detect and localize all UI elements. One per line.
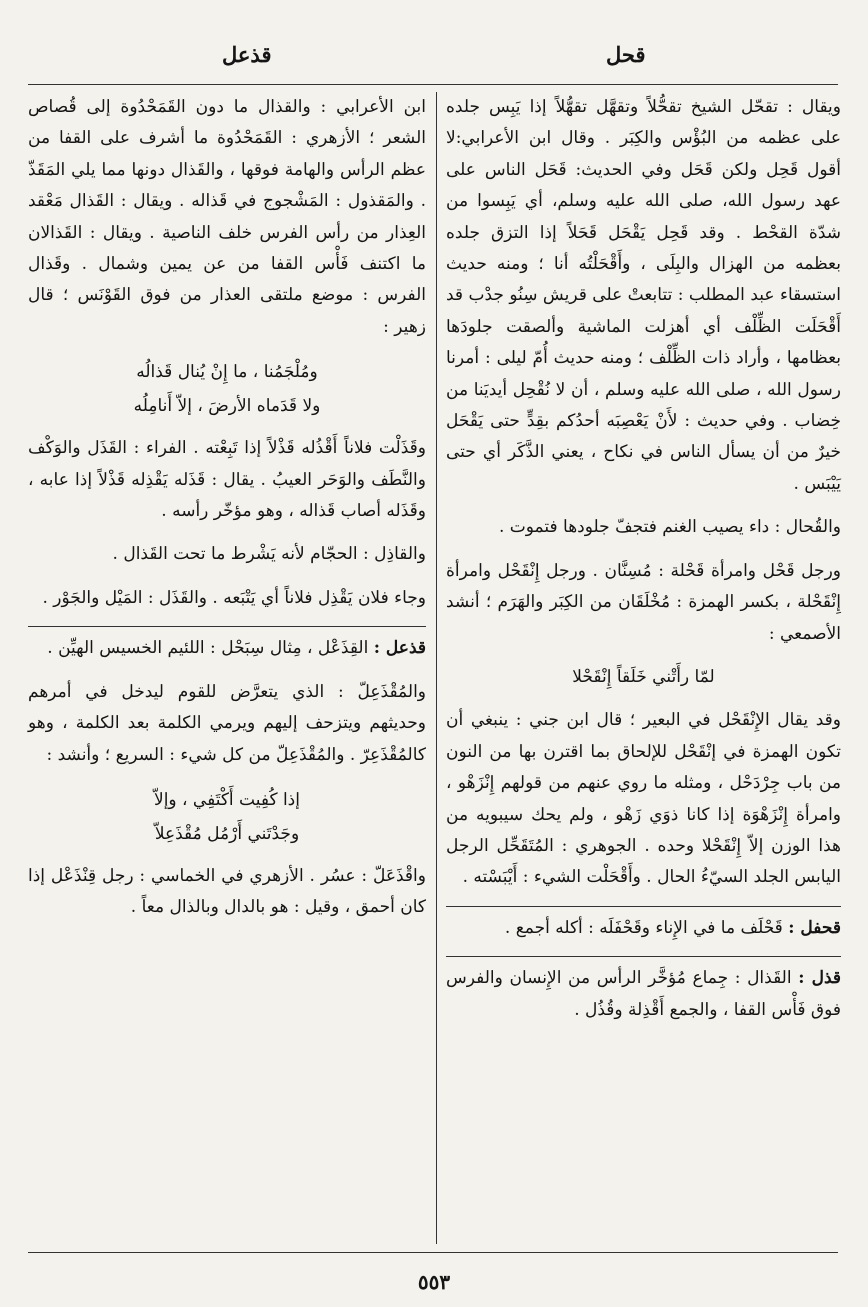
left-verse-2-line-2: وجَدْتَني أَرْمُل مُقْذَعِلاّ (154, 823, 300, 844)
right-paragraph-1: ويقال : تقحّل الشيخ تقحُّلاً وتقهَّل تقهُّلاً إذا يَبِس جلده على عظمه من البُؤْس والكِبَر . وقال ابن الأعرابي:لا أقول قَحِل ولكن قَحَل وفي الحديث: قَحَل الناس على عهد رسول الله، صلى الله عليه وسلم، أي يَبِسوا من شدّة القحْط . وقد قَحِل يَقْحَل قَحَلاً إذا التزق جلده بعظمه من الهزال والبِلَى ، وأَقْحَلْتُه أنا ؛ ومنه حديث استسقاء عبد المطلب : تتابعتْ على قريش سِنُو جدْب قد أَقْحَلَت الظِّلْف أي أهزلت الماشية وألصقت جلودَها بعظامها ، وأراد ذات الظِّلْف ؛ ومنه حديث أُمّ ليلى : أمرنا رسول الله ، صلى الله عليه وسلم ، أن لا نُقْحِل أيديَنا من خِضاب . وفي حديث : لأَنْ يَعْصِبَه أحدُكم بقِدٍّ حتى يَقْحَل خيرٌ من أن يسأل الناس في نكاح ، يعني الذَّكَر أي حتى يَيْبَس . (446, 97, 841, 494)
page-number: ٥٥٣ (417, 1270, 451, 1294)
left-verse-1-line-1: ومُلْجَمُنا ، ما إِنْ يُنال قَذالُه (136, 362, 318, 383)
left-paragraph-3: والقاذِل : الحجّام لأنه يَشْرط ما تحت القَذال . (112, 544, 426, 565)
right-paragraph-4: وقد يقال الإِنْقَحْل في البعير ؛ قال ابن جني : ينبغي أن تكون الهمزة في إنْقَحْل للإلحاق بما اقترن بها من النون من باب جِرْدَحْل ، ومثله ما روي عنهم من قولهم إِنْزَهْو ، وامرأة إِنْزَهْوَة إذا كانا ذوَي زَهْو ، ولم يحك سيبويه من هذا الوزن إلاّ إِنْقَحْلا وحده . الجوهري : المُتَقَحِّل الرجل اليابس الجلد السيّءُ الحال . وأَقْحَلْت الشيء : أَيْبَسْته . (446, 710, 841, 888)
entry-qadhal-headword: قذل : (798, 968, 842, 989)
left-verse-1 (28, 355, 426, 423)
left-paragraph-6: واقْذَعَلّ : عسُر . الأزهري في الخماسي : رجل قِنْذَعْل إذا كان أحمق ، وقيل : هو بالدال وبالذال معاً . (28, 865, 426, 918)
entry-qadhal (446, 956, 841, 1026)
entry-qahfal (446, 906, 841, 944)
entry-qahfal-headword: قحفل : (788, 917, 841, 938)
header-left-word: قذعل (222, 42, 272, 67)
column-divider (436, 92, 437, 1244)
left-paragraph-4: وجاء فلان يَقْذِل فلاناً أي يَتْبَعه . والقَذَل : المَيْل والجَوْر . (42, 587, 426, 608)
header-rule (28, 84, 838, 85)
header-right-word: قحل (606, 42, 646, 67)
left-verse-1-line-2: ولا قَدَماه الأرضَ ، إلاّ أَنامِلُه (133, 396, 321, 417)
right-verse: لمّا رأَتْني خَلَقاً إِنْقَحْلا (572, 666, 715, 687)
right-paragraph-2: والقُحال : داء يصيب الغنم فتجفّ جلودها فتموت . (498, 517, 841, 538)
entry-qidhaal-headword: قذعل : (373, 638, 426, 659)
left-paragraph-1: ابن الأعرابي : والقذال ما دون القَمَحْدُوة إلى قُصاص الشعر ؛ الأزهري : القَمَحْدُوة ما أشرف على القفا من عظم الرأس والهامة فوقها ، والقَذال دونها مما يلي المَقَذّ . والمَقذول : المَشْجوج في قَذاله . ويقال : القَذال مَعْقد العِذار من رأس الفرس خلف الناصية . ويقال : القَذالان ما اكتنف فَأْس القفا من عن يمين وشمال . وقَذال الفرس : موضع ملتقى العذار من فوق القَوْنَس ؛ قال زهير : (28, 97, 426, 337)
entry-qidhaal (28, 626, 426, 664)
left-paragraph-5: والمُقْذَعِلّ : الذي يتعرَّض للقوم ليدخل في أمرهم وحديثهم ويتزحف إليهم ويرمي الكلمة بعد الكلمة ، وهو كالمُقْذَعِرّ . والمُقْذَعِلّ من كل شيء : السريع ؛ وأنشد : (28, 681, 426, 765)
entry-qahfal-text: قَحْلَف ما في الإِناء وقَحْفَلَه : أكله أجمع . (504, 917, 783, 938)
entry-qadhal-text: القَذال : جِماع مُؤخَّر الرأس من الإِنسان والفرس فوق فَأْس القفا ، والجمع أَقْذِلة وقُذُل . (446, 968, 841, 1020)
left-verse-2-line-1: إذا كُفِيت أَكْتَفِي ، وإلاّ (154, 789, 300, 810)
left-column (28, 92, 426, 936)
left-verse-2 (28, 783, 426, 851)
footer-rule (28, 1252, 838, 1253)
entry-qidhaal-text: القِذَعْل ، مِثال سِبَحْل : اللئيم الخسيس الهيِّن . (47, 638, 369, 659)
left-paragraph-2: وقَذَلْت فلاناً أَقْذُله قَذْلاً إذا تَبِعْته . الفراء : القَذَل والوَكْف والنَّطَف والوَحَر العيبُ . يقال : قَذَله يَقْذِله قَذْلاً إذا عابه ، وقَذَله أصاب قَذاله ، وهو مؤخّر رأسه . (28, 438, 426, 522)
right-column (446, 92, 841, 1038)
right-paragraph-3: ورجل قَحْل وامرأة قَحْلة : مُسِنَّان . ورجل إِنْقَحْل وامرأة إِنْقَحْلة ، بكسر الهمزة : مُخْلَقَان من الكِبَر والهَرَم ؛ أنشد الأصمعي : (446, 560, 841, 644)
